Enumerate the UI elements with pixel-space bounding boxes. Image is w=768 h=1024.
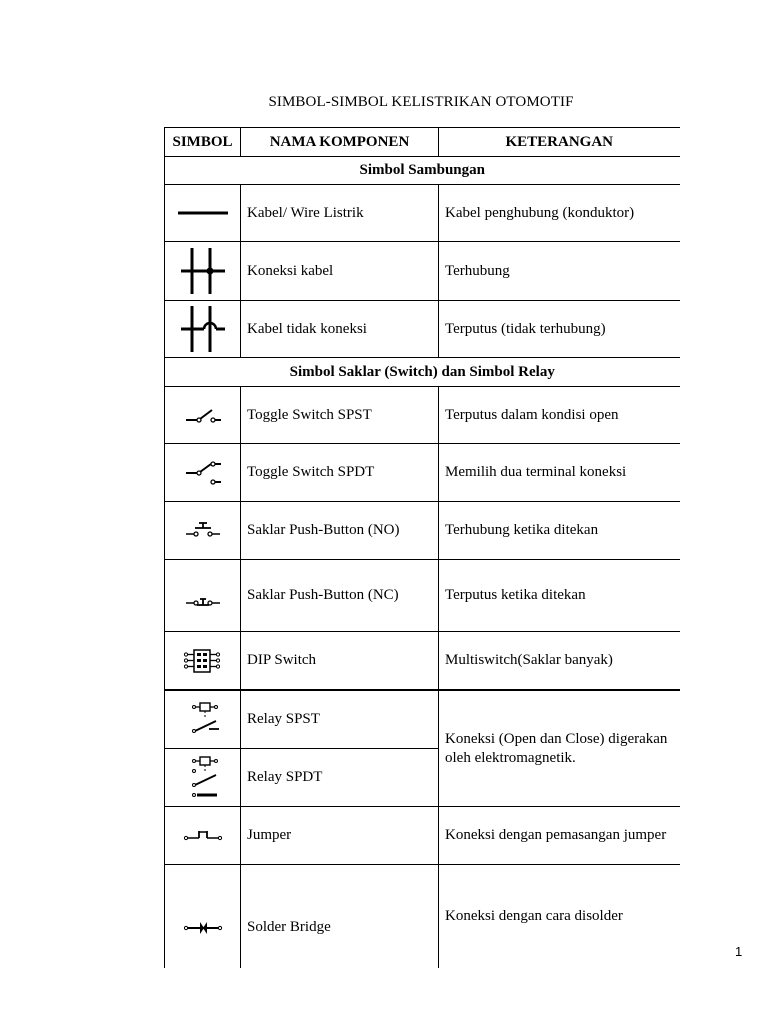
table-header-row (165, 128, 680, 157)
component-description: Terputus ketika ditekan (439, 560, 680, 632)
component-description: Koneksi dengan pemasangan jumper (439, 807, 680, 865)
page-title: SIMBOL-SIMBOL KELISTRIKAN OTOMOTIF (268, 94, 574, 110)
component-description: Terputus (tidak terhubung) (439, 301, 680, 358)
component-name: Kabel/ Wire Listrik (241, 185, 439, 242)
symbol-cell (165, 749, 241, 807)
wire-icon (173, 193, 233, 233)
section-row (165, 358, 680, 387)
header-symbol: SIMBOL (165, 128, 241, 157)
component-description: Terhubung (439, 242, 680, 301)
dip-switch-icon (173, 646, 233, 676)
header-description: KETERANGAN (439, 128, 680, 157)
jumper-icon (173, 821, 233, 851)
relay-spst-icon (173, 697, 233, 743)
symbol-cell (165, 301, 241, 358)
section-title: Simbol Saklar (Switch) dan Simbol Relay (165, 358, 680, 387)
symbol-cell (165, 444, 241, 502)
wire-no-connection-icon (173, 303, 233, 355)
page-number: 1 (735, 944, 743, 959)
symbol-cell (165, 387, 241, 444)
wire-connection-icon (173, 245, 233, 297)
table-row (165, 242, 680, 301)
table-row (165, 387, 680, 444)
symbol-cell (165, 185, 241, 242)
section-row (165, 157, 680, 185)
table-row (165, 444, 680, 502)
component-description: Kabel penghubung (konduktor) (439, 185, 680, 242)
table-row (165, 502, 680, 560)
table-row (165, 632, 680, 691)
section-title: Simbol Sambungan (165, 157, 680, 185)
table-row (165, 301, 680, 358)
relay-spdt-icon (173, 753, 233, 803)
component-description: Terhubung ketika ditekan (439, 502, 680, 560)
component-name: Kabel tidak koneksi (241, 301, 439, 358)
symbol-cell (165, 242, 241, 301)
component-name: Toggle Switch SPST (241, 387, 439, 444)
component-name: DIP Switch (241, 632, 439, 691)
symbol-cell (165, 560, 241, 632)
table-row (165, 690, 680, 749)
table-row (165, 865, 680, 969)
component-description: Memilih dua terminal koneksi (439, 444, 680, 502)
symbol-cell (165, 690, 241, 749)
component-name: Koneksi kabel (241, 242, 439, 301)
symbol-cell (165, 502, 241, 560)
symbol-cell (165, 807, 241, 865)
table-row (165, 185, 680, 242)
component-name: Toggle Switch SPDT (241, 444, 439, 502)
component-name: Saklar Push-Button (NC) (241, 560, 439, 632)
toggle-switch-spst-icon (173, 400, 233, 430)
component-description: Koneksi dengan cara disolder (439, 865, 680, 969)
component-name: Saklar Push-Button (NO) (241, 502, 439, 560)
push-button-nc-icon (173, 591, 233, 615)
toggle-switch-spdt-icon (173, 456, 233, 490)
symbol-cell (165, 632, 241, 691)
symbol-table (164, 127, 680, 968)
component-description: Terputus dalam kondisi open (439, 387, 680, 444)
table-row (165, 807, 680, 865)
solder-bridge-icon (173, 916, 233, 940)
push-button-no-icon (173, 516, 233, 546)
component-description: Multiswitch(Saklar banyak) (439, 632, 680, 691)
symbol-cell (165, 865, 241, 969)
component-name: Relay SPDT (241, 749, 439, 807)
component-name: Relay SPST (241, 690, 439, 749)
component-description: Koneksi (Open dan Close) digerakan oleh elektromagnetik. (439, 690, 680, 807)
component-name: Solder Bridge (241, 865, 439, 969)
component-name: Jumper (241, 807, 439, 865)
table-row (165, 560, 680, 632)
header-name: NAMA KOMPONEN (241, 128, 439, 157)
